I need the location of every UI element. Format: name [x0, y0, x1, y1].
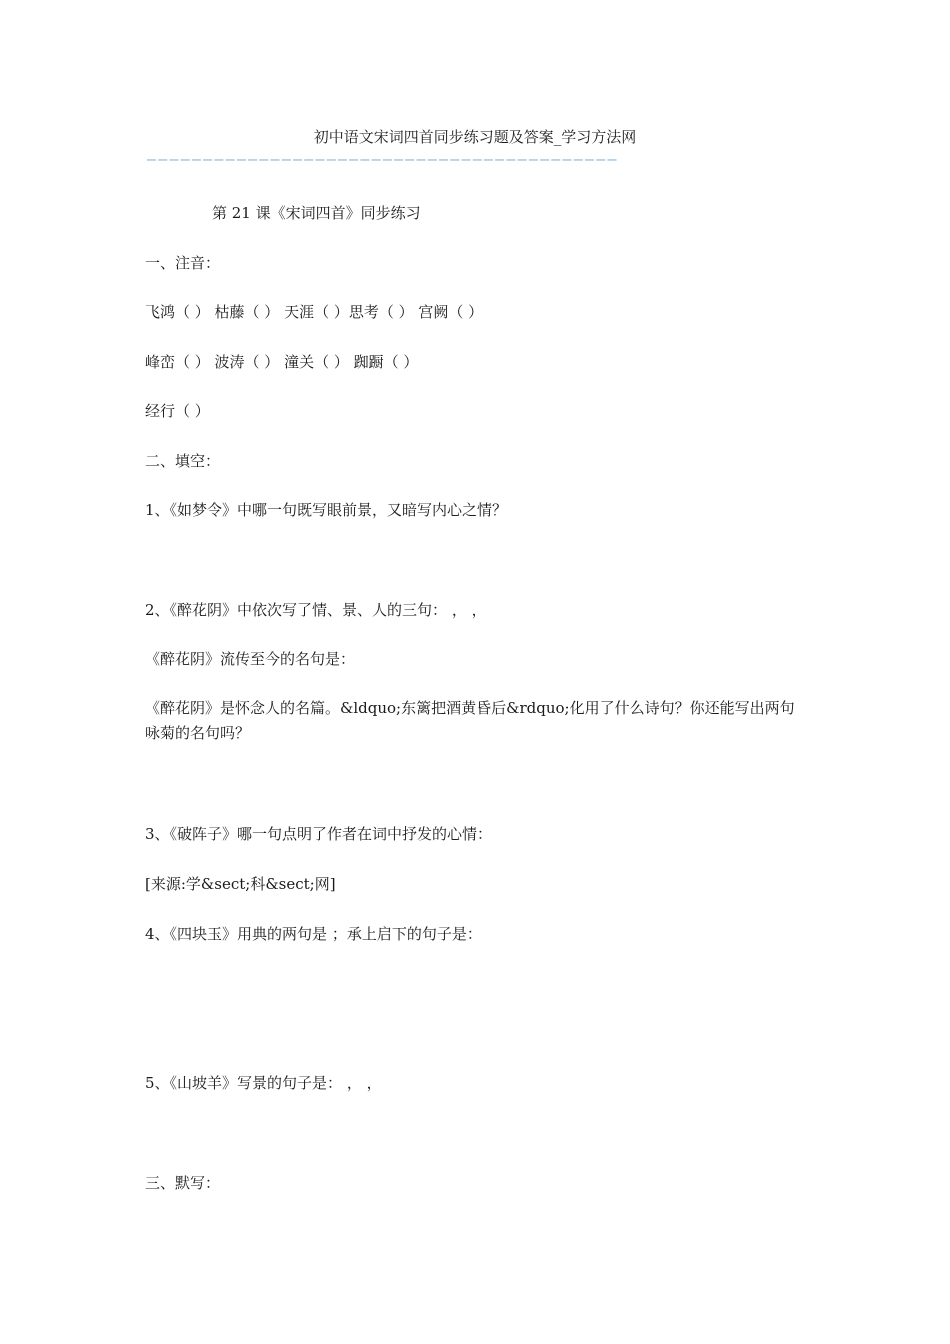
question-3: 3、《破阵子》哪一句点明了作者在词中抒发的心情： — [145, 825, 493, 843]
question-2: 2、《醉花阴》中依次写了情、景、人的三句： ， ， — [145, 601, 487, 619]
question-1: 1、《如梦令》中哪一句既写眼前景，又暗写内心之情？ — [145, 501, 508, 519]
section-heading-pinyin: 一、注音： — [145, 254, 221, 272]
pinyin-row-2: 峰峦（ ） 波涛（ ） 潼关（ ） 踟蹰（ ） — [145, 353, 419, 371]
pinyin-row-1: 飞鸿（ ） 枯藤（ ） 天涯（ ）思考（ ） 宫阙（ ） — [145, 303, 484, 321]
question-5: 5、《山坡羊》写景的句子是： ， ， — [145, 1074, 382, 1092]
page-title: 初中语文宋词四首同步练习题及答案_学习方法网 — [313, 128, 637, 146]
section-heading-dictation: 三、默写： — [145, 1174, 221, 1192]
question-2c: 《醉花阴》是怀念人的名篇。&ldquo;东篱把酒黄昏后&rdquo;化用了什么诗句？你还能写出两句咏菊的名句吗？ — [145, 699, 795, 742]
question-2b: 《醉花阴》流传至今的名句是： — [145, 650, 356, 668]
header-divider: —————————————————————————————————————————— — [147, 150, 619, 168]
pinyin-row-3: 经行（ ） — [145, 402, 210, 420]
section-heading-fill: 二、填空： — [145, 452, 221, 470]
question-4: 4、《四块玉》用典的两句是 ；承上启下的句子是： — [145, 925, 482, 943]
source-note: [来源:学&sect;科&sect;网] — [145, 875, 336, 893]
lesson-title: 第 21 课《宋词四首》同步练习 — [212, 204, 421, 222]
